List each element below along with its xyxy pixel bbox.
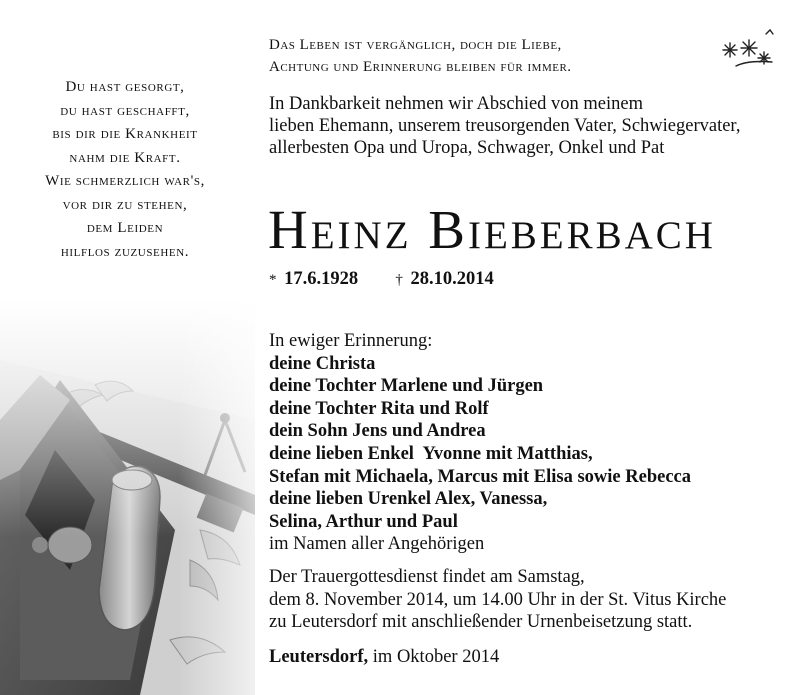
poem-line: du hast geschafft, — [60, 102, 190, 119]
motto-line: Das Leben ist vergänglich, doch die Liebe, — [269, 37, 562, 53]
service-info — [269, 566, 794, 634]
birth-date: 17.6.1928 — [284, 269, 359, 289]
death-date: 28.10.2014 — [410, 269, 494, 289]
poem — [0, 76, 250, 264]
poem-line: nahm die Kraft. — [69, 149, 181, 166]
flower-ornament-icon — [716, 26, 778, 70]
mourners-list — [269, 330, 794, 556]
mourner-line: Selina, Arthur und Paul — [269, 511, 458, 532]
poem-line: Du hast gesorgt, — [65, 79, 185, 95]
mourner-line: Stefan mit Michaela, Marcus mit Elisa sowie Rebecca — [269, 466, 691, 487]
intro-text — [269, 93, 789, 159]
birth-star-icon: * — [269, 272, 277, 288]
signoff-date: im Oktober 2014 — [372, 647, 500, 667]
motto — [269, 34, 689, 78]
poem-line: bis dir die Krankheit — [52, 126, 198, 142]
mourner-line: deine Tochter Marlene und Jürgen — [269, 376, 544, 397]
mourner-line: dein Sohn Jens und Andrea — [269, 421, 486, 442]
poem-line: dem Leiden — [86, 220, 164, 236]
mourner-line: deine lieben Enkel Yvonne mit Matthias, — [269, 443, 593, 464]
intro-line: allerbesten Opa und Uropa, Schwager, Onkel und Pat — [269, 138, 665, 158]
intro-line: lieben Ehemann, unserem treusorgenden Vater, Schwiegervater, — [269, 116, 741, 136]
mourner-line: deine lieben Urenkel Alex, Vanessa, — [269, 489, 548, 510]
poem-line: vor dir zu stehen, — [62, 196, 188, 213]
mourner-line: deine Christa — [269, 353, 376, 374]
service-line: Der Trauergottesdienst findet am Samstag, — [269, 567, 585, 587]
woodwork-photo — [0, 300, 255, 695]
signoff-place: Leutersdorf, — [269, 647, 369, 667]
poem-line: hilflos zuzusehen. — [60, 243, 190, 260]
poem-line: Wie schmerzlich war's, — [45, 173, 205, 189]
death-cross-icon: † — [395, 272, 403, 288]
motto-line: Achtung und Erinnerung bleiben für immer. — [269, 59, 572, 75]
mourner-line: deine Tochter Rita und Rolf — [269, 398, 489, 419]
deceased-name: Heinz Bieberbach — [268, 199, 716, 260]
intro-line: In Dankbarkeit nehmen wir Abschied von meinem — [269, 94, 644, 114]
life-dates — [269, 269, 494, 290]
service-line: dem 8. November 2014, um 14.00 Uhr in der St. Vitus Kirche — [269, 589, 727, 610]
signoff — [269, 647, 794, 668]
mourners-closing: im Namen aller Angehörigen — [269, 534, 485, 555]
mourners-heading: In ewiger Erinnerung: — [269, 331, 433, 351]
service-line: zu Leutersdorf mit anschließender Urnenbeisetzung statt. — [269, 612, 693, 633]
